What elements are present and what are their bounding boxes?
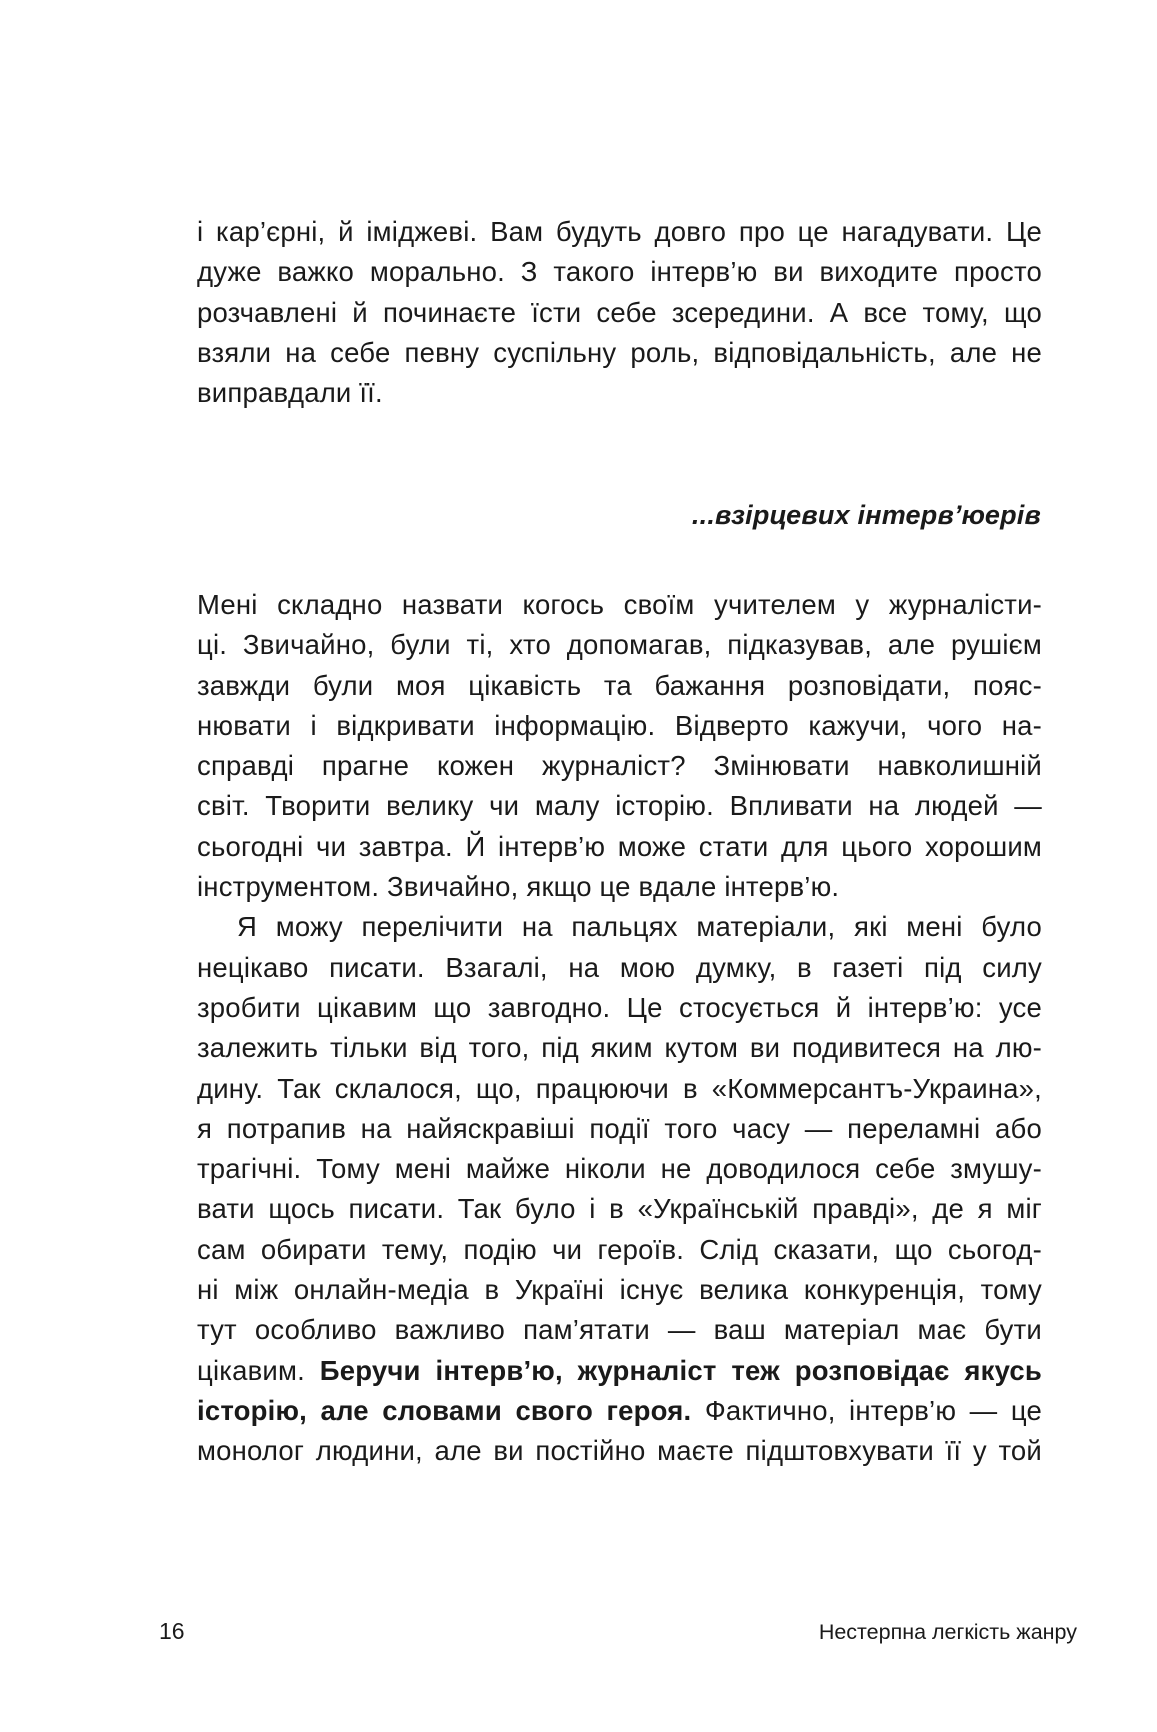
- text-line: і кар’єрні, й іміджеві. Вам будуть довго про це нагадувати. Це: [197, 216, 1042, 247]
- text-line: Я можу перелічити на пальцях матеріали, які мені було: [237, 911, 1042, 943]
- text-line: [197, 1391, 1042, 1431]
- text-line: дину. Так склалося, що, працюючи в «Коммерсантъ-Украина»,: [197, 1072, 1042, 1104]
- text-line: завжди були моя цікавість та бажання розповідати, пояс-: [197, 669, 1042, 701]
- text-line: вати щось писати. Так було і в «Українській правді», де я міг: [197, 1193, 1042, 1225]
- paragraph-2: [197, 907, 1042, 1471]
- paragraph-1: [197, 585, 1042, 907]
- text-line: тут особливо важливо пам’ятати — ваш матеріал має бути: [197, 1314, 1042, 1346]
- text-line: справді прагне кожен журналіст? Змінювати навколишній: [197, 750, 1042, 782]
- text-line: Мені складно назвати когось своїм учителем у журналісти-: [197, 589, 1042, 620]
- text-line: [197, 1351, 1042, 1391]
- bold-emphasis: Беручи інтерв’ю, журналіст теж розповідає якусь: [319, 1354, 1042, 1386]
- running-title: Нестерпна легкість жанру: [818, 1620, 1077, 1644]
- main-text: [197, 585, 1042, 1472]
- plain-text: цікавим.: [197, 1354, 305, 1386]
- text-line: нецікаво писати. Взагалі, на мою думку, в газеті під силу: [197, 951, 1042, 983]
- text-line: монолог людини, але ви постійно маєте підштовхувати її у той: [197, 1435, 1042, 1467]
- text-line: сам обирати тему, подію чи героїв. Слід сказати, що сьогод-: [197, 1233, 1042, 1265]
- text-line: дуже важко морально. З такого інтерв’ю ви виходите просто: [197, 256, 1042, 288]
- text-line: взяли на себе певну суспільну роль, відповідальність, але не: [197, 336, 1042, 368]
- text-line: ці. Звичайно, були ті, хто допомагав, підказував, але рушієм: [197, 629, 1042, 661]
- text-line: інструментом. Звичайно, якщо це вдале інтерв’ю.: [197, 871, 840, 903]
- text-line: нювати і відкривати інформацію. Відверто кажучи, чого на-: [197, 709, 1042, 741]
- text-line: трагічні. Тому мені майже ніколи не доводилося себе змушу-: [197, 1153, 1042, 1185]
- text-line: ні між онлайн-медіа в Україні існує велика конкуренція, тому: [197, 1274, 1042, 1306]
- intro-paragraph: [197, 212, 1042, 413]
- text-line: залежить тільки від того, під яким кутом ви подивитеся на лю-: [197, 1032, 1042, 1064]
- text-line: світ. Творити велику чи малу історію. Впливати на людей —: [197, 790, 1042, 822]
- text-line: сьогодні чи завтра. Й інтерв’ю може стати для цього хорошим: [197, 830, 1042, 862]
- text-line: я потрапив на найяскравіші події того часу — переламні або: [197, 1112, 1042, 1144]
- bold-emphasis: історію, але словами свого героя.: [197, 1394, 692, 1426]
- plain-text: Фактично, інтерв’ю — це: [704, 1394, 1042, 1426]
- page-number: 16: [159, 1618, 185, 1644]
- text-line: виправдали її.: [197, 377, 383, 409]
- text-line: зробити цікавим що завгодно. Це стосується й інтерв’ю: усе: [197, 991, 1042, 1023]
- section-heading: ...взірцевих інтерв’юерів: [691, 500, 1041, 530]
- text-line: розчавлені й починаєте їсти себе зсередини. А все тому, що: [197, 296, 1042, 328]
